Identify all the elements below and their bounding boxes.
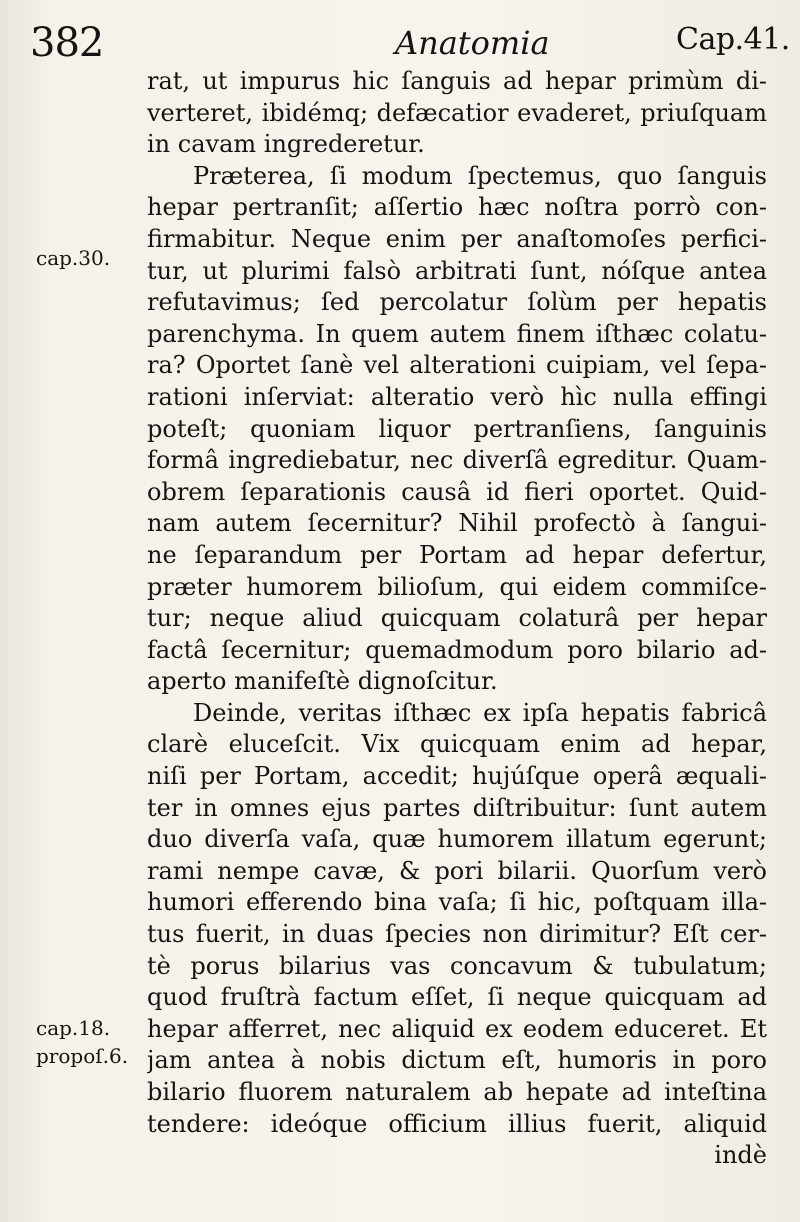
text-line: poteſt; quoniam liquor pertranſiens, ſanguinis <box>147 414 767 443</box>
text-line: Præterea, ſi modum ſpectemus, quo ſanguis <box>193 161 767 190</box>
text-line: refutavimus; ſed percolatur ſolùm per hepatis <box>147 288 767 317</box>
text-line: niſi per Portam, accedit; hujúſque operâ æquali- <box>147 762 767 791</box>
text-line: ra? Oportet ſanè vel alterationi cuipiam, vel ſepa- <box>147 351 767 380</box>
text-line: clarè eluceſcit. Vix quicquam enim ad hepar, <box>147 730 767 759</box>
text-line: hepar afferret, nec aliquid ex eodem educeret. Et <box>147 1014 767 1043</box>
text-line: ter in omnes ejus partes diſtribuitur: ſunt autem <box>147 793 767 822</box>
text-line: duo diverſa vaſa, quæ humorem illatum egerunt; <box>147 825 767 854</box>
text-line: formâ ingrediebatur, nec diverſâ egreditur. Quam- <box>147 446 767 475</box>
text-line: Deinde, veritas iſthæc ex ipſa hepatis fabricâ <box>193 698 767 727</box>
text-line: verteret, ibidémq; defæcatior evaderet, priuſquam <box>147 98 767 127</box>
margin-note-propos6: propoſ.6. <box>36 1044 129 1068</box>
text-line: tendere: ideóque officium illius fuerit, aliquid <box>147 1109 767 1138</box>
text-line: bilario fluorem naturalem ab hepate ad inteſtina <box>147 1078 767 1106</box>
margin-note-cap30: cap.30. <box>36 246 111 270</box>
text-line: factâ ſecernitur; quemadmodum poro bilario ad- <box>147 635 767 664</box>
text-line: tè porus bilarius vas concavum & tubulatum; <box>147 951 767 980</box>
text-line: rat, ut impurus hic ſanguis ad hepar primùm di- <box>147 67 767 95</box>
text-line: firmabitur. Neque enim per anaſtomoſes perfici- <box>147 224 767 253</box>
text-line: hepar pertranſit; aſſertio hæc noſtra porrò con- <box>147 193 767 222</box>
text-line: tur; neque aliud quicquam colaturâ per hepar <box>147 604 767 633</box>
text-line: rationi inſerviat: alteratio verò hìc nulla effingi <box>147 382 767 411</box>
text-line: parenchyma. In quem autem finem iſthæc colatu- <box>147 319 767 348</box>
text-line: humori efferendo bina vaſa; ſi hic, poſtquam illa- <box>147 888 767 917</box>
text-line: jam antea à nobis dictum eſt, humoris in poro <box>147 1046 767 1075</box>
text-line: tus fuerit, in duas ſpecies non dirimitur? Eſt cer- <box>147 920 767 949</box>
text-line: obrem ſeparationis causâ id fieri oportet. Quid- <box>147 477 767 506</box>
text-line: ne ſeparandum per Portam ad hepar defertur, <box>147 540 767 569</box>
text-line: in cavam ingrederetur. <box>147 130 425 159</box>
text-line: quod fruſtrà factum eſſet, ſi neque quicquam ad <box>147 983 767 1012</box>
chapter-reference: Cap.41. <box>676 22 790 57</box>
catchword: indè <box>714 1141 767 1170</box>
page-header <box>0 14 800 64</box>
text-line: præter humorem bilioſum, qui eidem commiſce- <box>147 572 767 601</box>
margin-note-cap18: cap.18. <box>36 1016 111 1040</box>
body-text <box>147 66 767 1172</box>
text-line: aperto manifeſtè dignoſcitur. <box>147 667 498 696</box>
page-number: 382 <box>30 20 104 66</box>
text-line: tur, ut plurimi falsò arbitrati ſunt, nóſque antea <box>147 256 767 285</box>
text-line: rami nempe cavæ, & pori bilarii. Quorſum verò <box>147 856 767 885</box>
running-title: Anatomia <box>395 24 550 62</box>
text-line: nam autem ſecernitur? Nihil profectò à ſangui- <box>147 509 767 538</box>
